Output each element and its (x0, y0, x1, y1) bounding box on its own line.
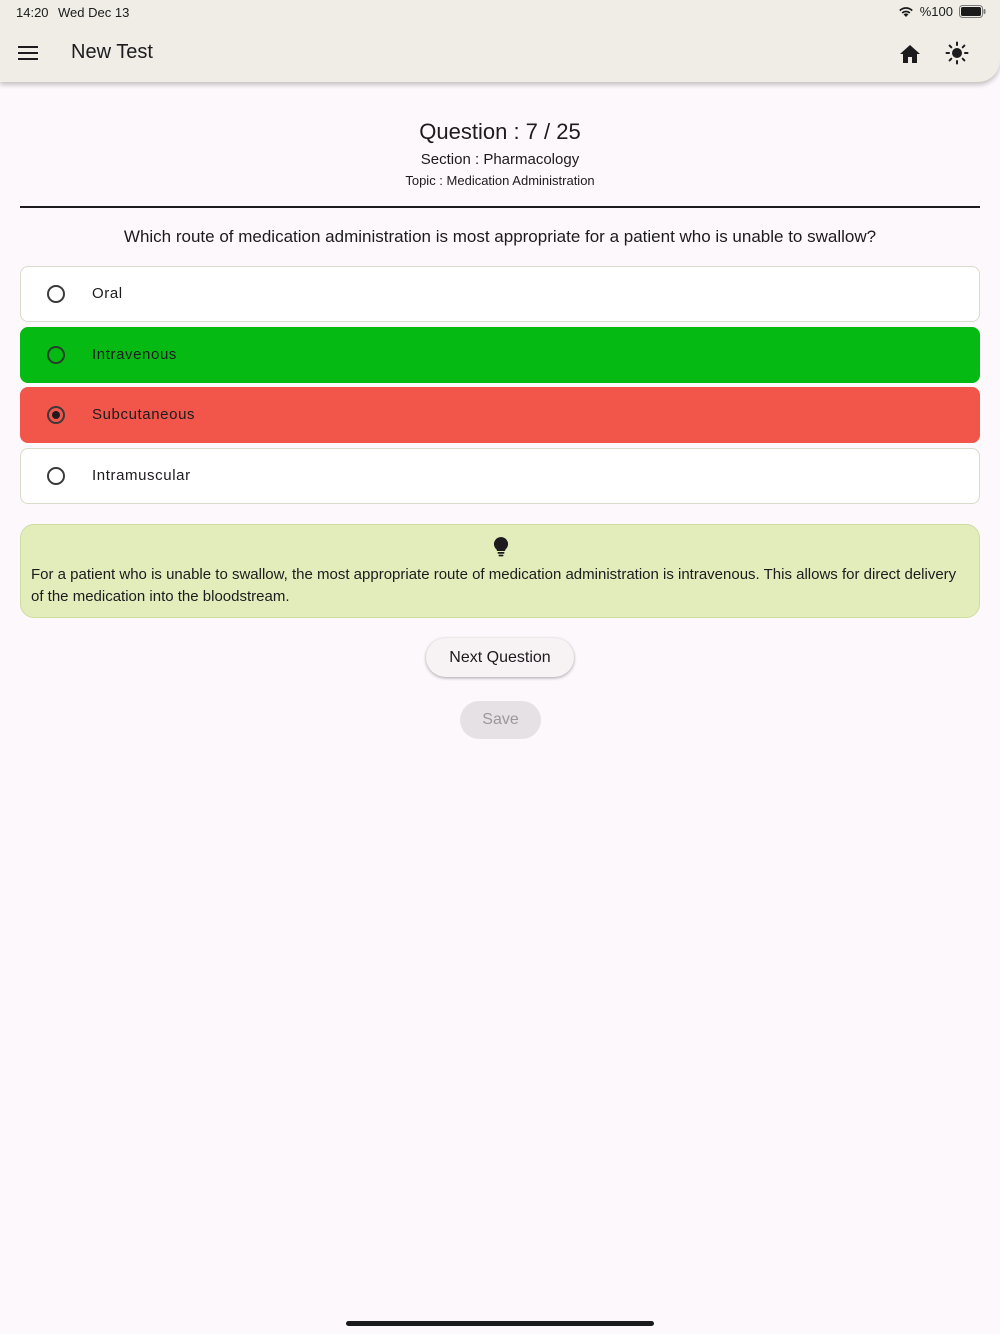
status-date: Wed Dec 13 (58, 5, 130, 20)
answer-option[interactable] (20, 448, 980, 504)
lightbulb-icon (492, 536, 510, 558)
status-indicators (898, 4, 986, 19)
menu-button[interactable] (14, 39, 42, 67)
answer-option[interactable] (20, 266, 980, 322)
question-header (0, 116, 1000, 190)
header-divider (20, 206, 980, 208)
battery-percent: %100 (919, 4, 953, 19)
theme-toggle-button[interactable] (943, 39, 971, 67)
answer-option-label: Oral (92, 285, 123, 302)
answer-options (20, 266, 980, 508)
home-icon (900, 45, 920, 63)
app-title: New Test (71, 41, 153, 63)
status-bar (0, 0, 1000, 26)
answer-option[interactable] (20, 327, 980, 383)
battery-icon (959, 5, 986, 18)
status-time: 14:20 (16, 5, 49, 20)
question-counter: Question : 7 / 25 (419, 119, 581, 144)
brightness-icon (945, 41, 969, 65)
home-button[interactable] (896, 40, 924, 68)
explanation-text: For a patient who is unable to swallow, the most appropriate route of medication administration is intravenous. This allows for direct delivery of the medication into the bloodstream. (31, 566, 957, 605)
explanation-card (20, 524, 980, 618)
answer-option-label: Intramuscular (92, 466, 191, 484)
radio-button-icon[interactable] (47, 467, 65, 485)
next-question-button[interactable]: Next Question (426, 638, 574, 677)
answer-option-label: Intravenous (92, 345, 177, 363)
home-indicator (346, 1321, 654, 1326)
save-button[interactable]: Save (460, 701, 541, 739)
question-text: Which route of medication administration is most appropriate for a patient who is unable to swallow? (123, 227, 877, 246)
answer-option-label: Subcutaneous (92, 406, 196, 423)
question-section: Section : Pharmacology (420, 151, 580, 168)
answer-option[interactable] (20, 387, 980, 443)
wifi-icon (898, 6, 914, 18)
menu-icon (18, 45, 38, 61)
radio-button-icon[interactable] (47, 285, 65, 303)
radio-button-icon[interactable] (47, 406, 65, 424)
question-topic: Topic : Medication Administration (405, 173, 595, 188)
radio-button-icon[interactable] (47, 346, 65, 364)
